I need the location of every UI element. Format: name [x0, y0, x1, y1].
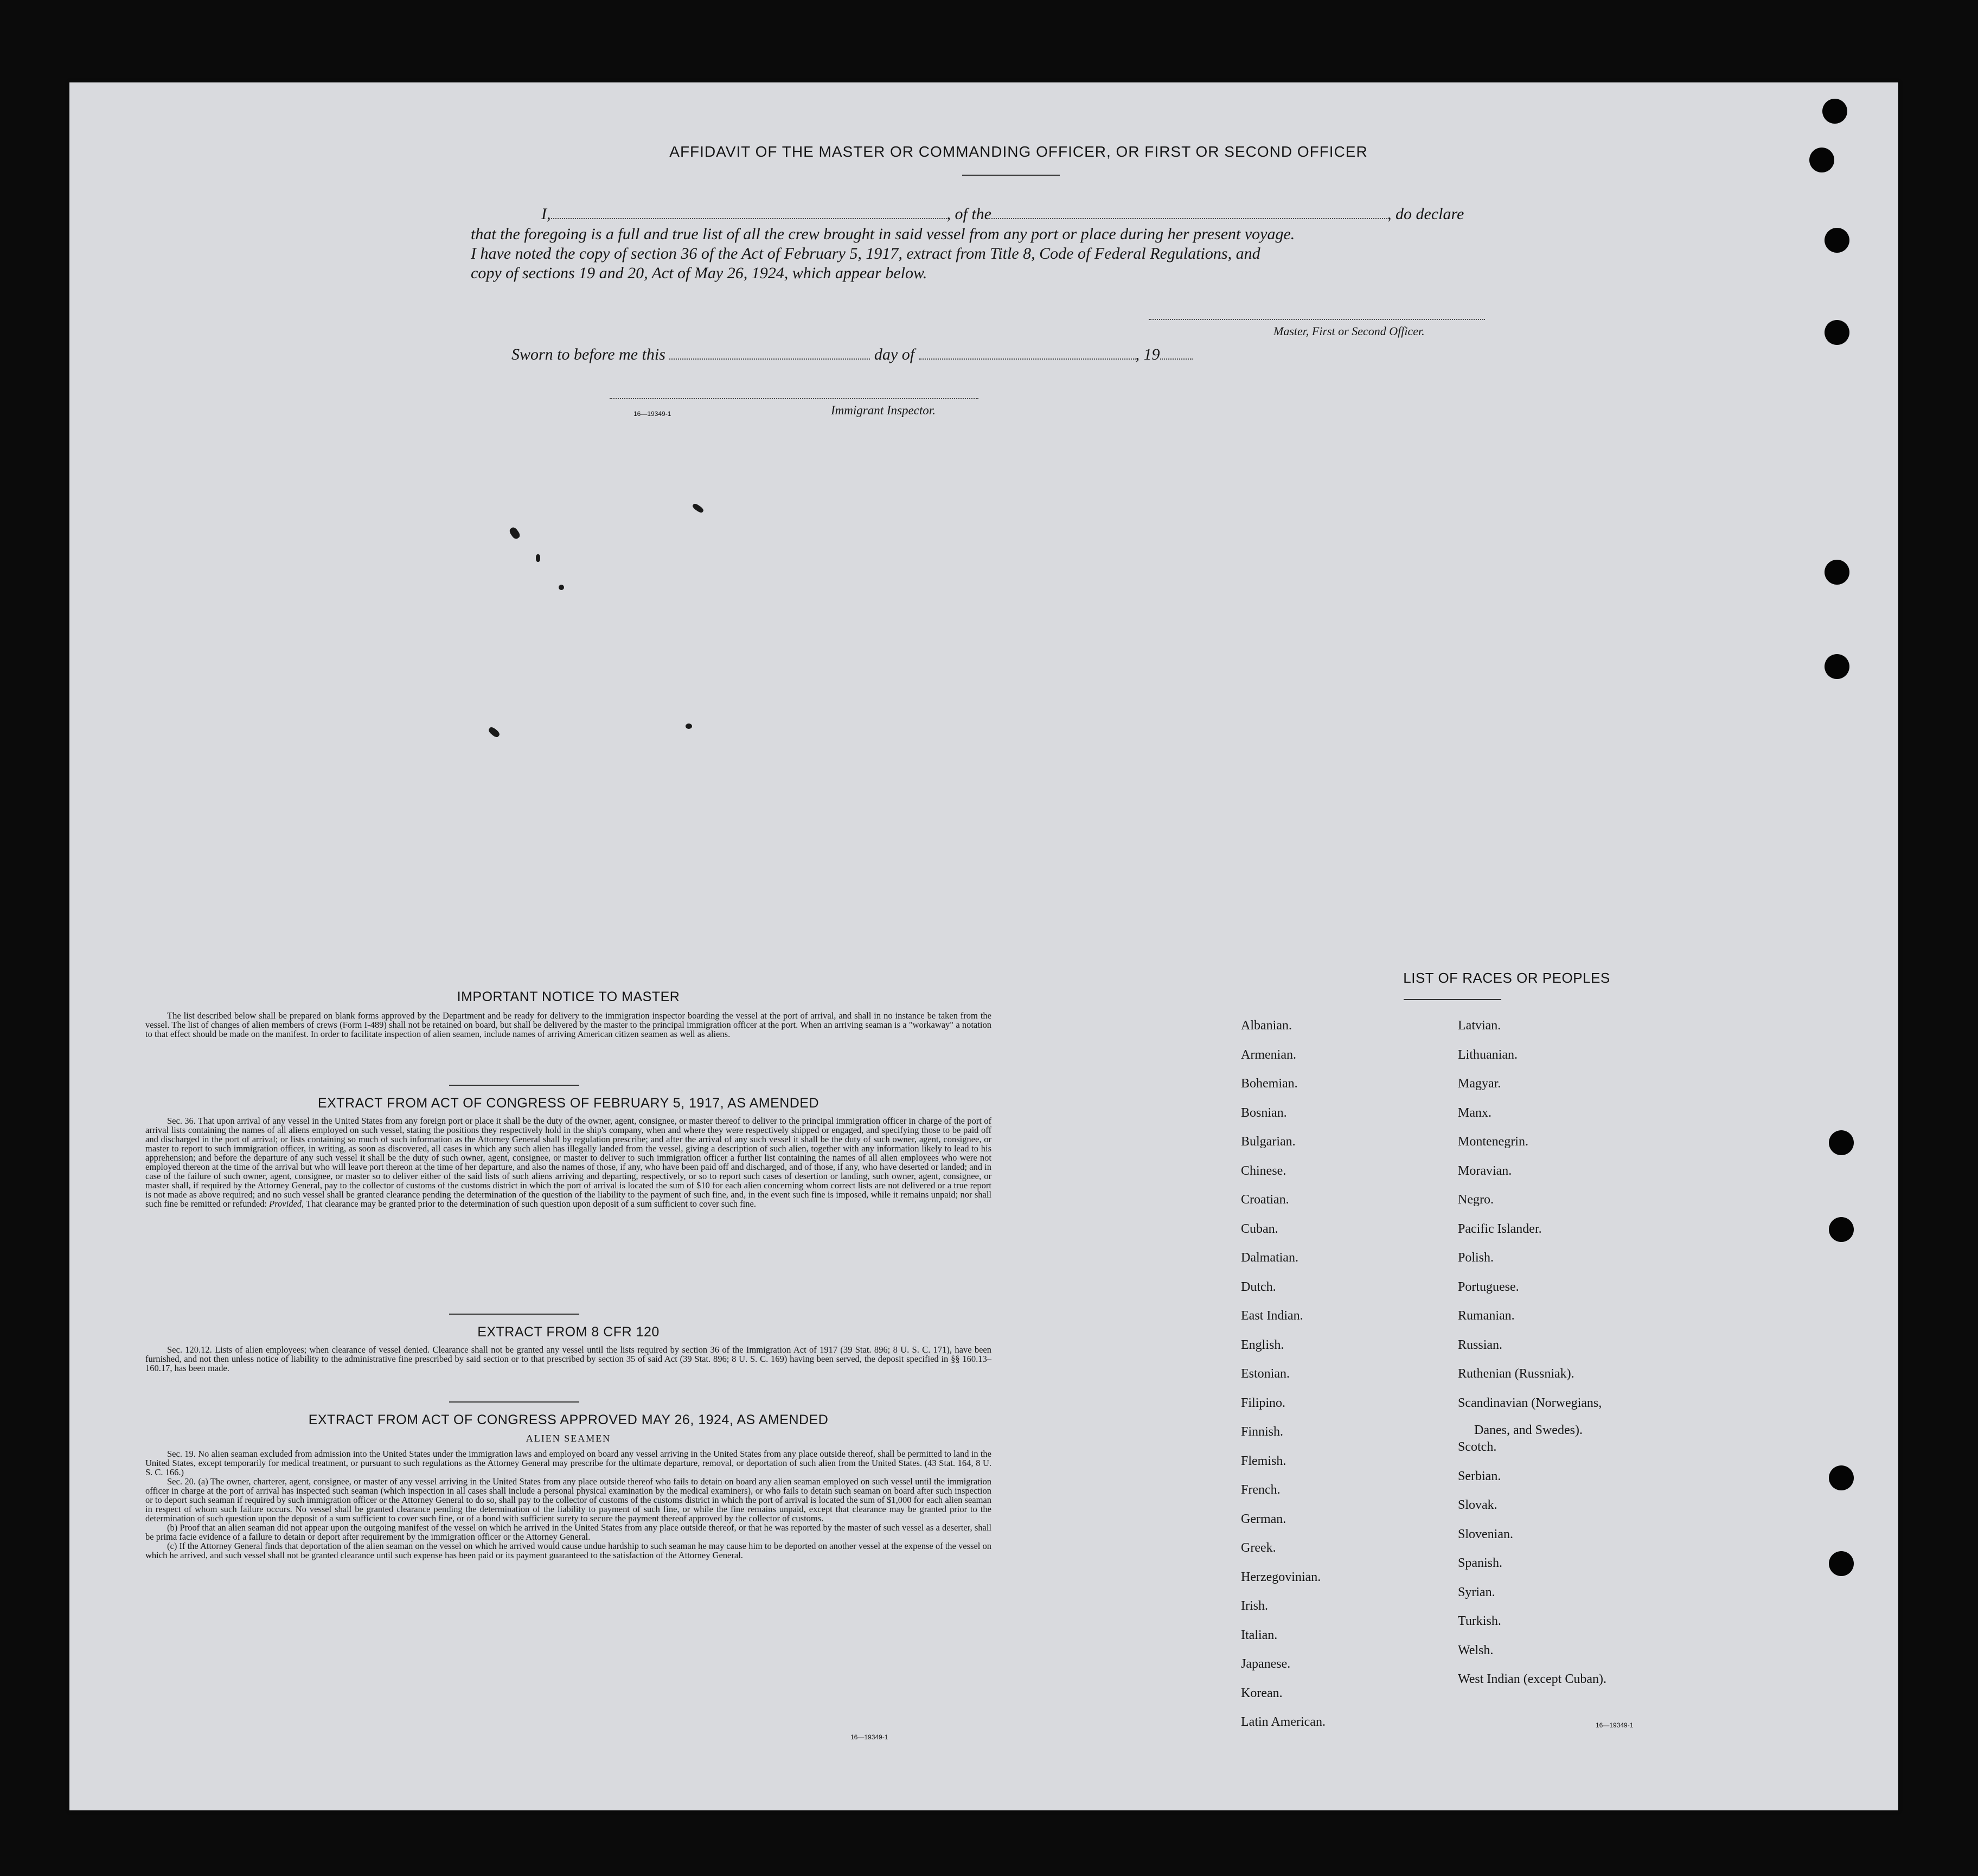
sec-20-paragraph — [145, 1477, 991, 1523]
punch-hole — [1829, 1465, 1854, 1490]
race-item: Spanish. — [1458, 1556, 1503, 1570]
sworn-year-blank[interactable] — [1160, 358, 1193, 360]
master-signature-line[interactable] — [1149, 319, 1485, 320]
scan-speck — [692, 503, 705, 514]
sec-20b-paragraph: (b) Proof that an alien seaman did not appear upon the outgoing manifest of the vessel on which he arrived in the United States from any place outside thereof, or that he was reported by the master of such vessel as a deserter, shall be prima facie evidence of a failure to detain or deport after requirement by the immigration officer or the Attorney General. — [145, 1522, 991, 1542]
race-item: Lithuanian. — [1458, 1048, 1518, 1062]
year-prefix: , 19 — [1135, 345, 1160, 363]
notice-text: The list described below shall be prepared on blank forms approved by the Department and be ready for delivery to the immigration inspector boarding the vessel at the port of arrival, and shall in no instance be taken from the vessel. The list of changes of alien members of crews (Form I-489) shall not be retained on board, but shall be delivered by the master to the principal immigration officer at the port. When an arriving seaman is a "workaway" a notation to that effect should be made on the manifest. In order to facilitate inspection of alien seamen, include names of arriving American citizen seamen as well as aliens. — [145, 1010, 991, 1039]
race-item: Armenian. — [1241, 1048, 1296, 1062]
punch-hole — [1829, 1551, 1854, 1576]
race-item: Welsh. — [1458, 1643, 1494, 1657]
race-item: West Indian (except Cuban). — [1458, 1672, 1606, 1686]
race-item: Irish. — [1241, 1599, 1268, 1613]
race-item: Chinese. — [1241, 1164, 1286, 1178]
scan-speck — [488, 726, 501, 738]
punch-hole — [1822, 99, 1847, 124]
sec-20-body: (a) The owner, charterer, agent, consignee, or master of any vessel arriving in the United States from any place outside thereof who fails to detain on board any alien seaman employed on such vessel until the immigration officer in charge at the port of arrival has inspected such seaman (which inspection in all cases shall include a personal physical examination by the medical examiners), or who fails to detain such seaman on board after such inspection or to deport such seaman if required by such immigration officer or the Attorney General to do so, shall pay to the collector of customs of the customs district in which the port of arrival is located the sum of $1,000 for each alien seaman in respect of whom such failure occurs. No vessel shall be granted clearance pending the determination of the liability to payment of such fine, or while the fine remains unpaid, except that clearance may be granted prior to the determination of such question upon the deposit of a sum sufficient to cover such fine, or of a bond with sufficient surety to secure the payment thereof approved by the collector of customs. — [145, 1476, 992, 1523]
race-item: Bulgarian. — [1241, 1135, 1296, 1149]
extract-1924-text — [145, 1449, 991, 1560]
race-item: Bosnian. — [1241, 1106, 1287, 1120]
notice-title: IMPORTANT NOTICE TO MASTER — [457, 989, 680, 1004]
inspector-signature-line[interactable] — [610, 398, 978, 399]
sworn-month-blank[interactable] — [919, 358, 1136, 360]
race-item: Filipino. — [1241, 1396, 1286, 1410]
punch-hole — [1825, 320, 1849, 345]
races-title: LIST OF RACES OR PEOPLES — [1403, 970, 1610, 986]
races-form-number: 16—19349-1 — [1596, 1721, 1634, 1729]
proviso-label: Provided, — [269, 1199, 304, 1209]
race-item: English. — [1241, 1338, 1284, 1352]
race-item: Greek. — [1241, 1541, 1276, 1555]
title-rule — [962, 175, 1060, 176]
sec-36-body: That upon arrival of any vessel in the United States from any foreign port or place it shall be the duty of the owner, agent, consignee, or master thereof to deliver to the principal immigration officer in charge of the port of arrival lists containing the names of all aliens employed on such vessel, stating the positions they respectively hold in the ship's company, when and where they were respectively shipped or engaged, and specifying those to be paid off and discharged in the port of arrival; or lists containing so much of such information as the Attorney General shall by regulation prescribe; and after the arrival of any such vessel it shall be the duty of such owner, agent, consignee, or master to report to such immigration officer, in writing, as soon as discovered, all cases in which any such alien has illegally landed from the vessel, giving a description of such alien, together with any information likely to lead to his apprehension; and before the departure of any such vessel it shall be the duty of such owner, agent, consignee, or master to deliver to such immigration officer a further list containing the names of all alien employees who were not employed thereon at the time of the arrival but who will leave port thereon at the time of her departure, and also the names of those, if any, who have been paid off and discharged, and of those, if any, who have deserted or landed; and in case of the failure of such owner, agent, consignee, or master so to deliver either of the said lists of such aliens arriving and departing, respectively, or so to report such cases of desertion or landing, such owner, agent, consignee, or master shall, if required by the Attorney General, pay to the collector of customs of the customs district in which the port of arrival is located the sum of $10 for each alien concerning whom correct lists are not delivered or a true report is not made as above required; and no such vessel shall be granted clearance pending the determination of the question of the liability to the payment of such fine, and, in the event such fine is imposed, while it remains unpaid; nor shall such fine be remitted or refunded: — [145, 1116, 991, 1209]
sec-19-body: No alien seaman excluded from admission into the United States under the immigration laws and employed on board any vessel arriving in the United States from any place outside thereof, shall be permitted to land in the United States, except temporarily for medical treatment, or pursuant to such regulations as the Attorney General may prescribe for the ultimate departure, removal, or deportation of such alien from the United States. (43 Stat. 164, 8 U. S. C. 166.) — [145, 1449, 991, 1477]
sec-19-paragraph — [145, 1449, 991, 1477]
punch-hole — [1809, 148, 1834, 172]
vessel-blank[interactable] — [991, 218, 1387, 219]
race-item: Scandinavian (Norwegians, — [1458, 1396, 1602, 1410]
affidavit-line-3: I have noted the copy of section 36 of the Act of February 5, 1917, extract from Title 8, Code of Federal Regulations, and — [471, 245, 1260, 262]
affidavit-line-4: copy of sections 19 and 20, Act of May 26, 1924, which appear below. — [471, 264, 927, 282]
race-item: Albanian. — [1241, 1019, 1292, 1033]
race-item: French. — [1241, 1483, 1281, 1497]
race-item: Serbian. — [1458, 1469, 1501, 1483]
race-item: Bohemian. — [1241, 1077, 1298, 1091]
race-item: Latvian. — [1458, 1019, 1501, 1033]
extract-cfr-text — [145, 1345, 991, 1373]
race-item: Russian. — [1458, 1338, 1503, 1352]
race-item: East Indian. — [1241, 1309, 1303, 1323]
race-item: Slovak. — [1458, 1498, 1497, 1512]
race-item: Moravian. — [1458, 1164, 1512, 1178]
punch-hole — [1829, 1130, 1854, 1155]
race-item: Slovenian. — [1458, 1527, 1513, 1541]
proviso-text: That clearance may be granted prior to the determination of such question upon deposit of a sum sufficient to cover such fine. — [306, 1199, 756, 1209]
race-item: Polish. — [1458, 1251, 1494, 1265]
races-title-rule — [1404, 999, 1501, 1000]
sec-19-label: Sec. 19. — [167, 1449, 196, 1459]
race-item: Magyar. — [1458, 1077, 1501, 1091]
affidavit-line-1 — [471, 204, 1555, 224]
day-of-label: day of — [874, 345, 915, 363]
section-rule — [449, 1314, 579, 1315]
sec-20c-paragraph: (c) If the Attorney General finds that deportation of the alien seaman on the vessel on which he arrived would cause undue hardship to such seaman he may cause him to be deported on another vessel at the expense of the vessel on which he arrived, and such vessel shall not be granted clearance until such expense has been paid or its payment guaranteed to the satisfaction of the Attorney General. — [145, 1541, 991, 1560]
punch-hole — [1829, 1217, 1854, 1242]
scan-speck — [686, 723, 692, 729]
race-item: Pacific Islander. — [1458, 1222, 1542, 1236]
do-declare-label: , do declare — [1387, 205, 1464, 223]
sworn-day-blank[interactable] — [669, 358, 870, 360]
sec-120-body: Lists of alien employees; when clearance of vessel denied. Clearance shall not be granted any vessel until the lists required by section 36 of the Immigration Act of 1917 (39 Stat. 896; 8 U. S. C. 171), have been furnished, and not then unless notice of liability to the administrative fine prescribed by said section or to that prescribed by section 35 of said Act (39 Stat. 896; 8 U. S. C. 169) having been served, the deposit specified in §§ 160.13–160.17, has been made. — [145, 1344, 992, 1373]
extract-form-number: 16—19349-1 — [850, 1733, 888, 1741]
race-item: Rumanian. — [1458, 1309, 1515, 1323]
extract-1917-text — [145, 1116, 991, 1208]
race-item: Turkish. — [1458, 1614, 1501, 1628]
race-item: Negro. — [1458, 1193, 1494, 1207]
punch-hole — [1825, 654, 1849, 679]
extract-1917-title: EXTRACT FROM ACT OF CONGRESS OF FEBRUARY 5, 1917, AS AMENDED — [317, 1096, 820, 1111]
scan-speck — [559, 585, 564, 590]
punch-hole — [1825, 228, 1849, 253]
of-the-label: , of the — [946, 205, 991, 223]
race-item: Dalmatian. — [1241, 1251, 1298, 1265]
inspector-caption: Immigrant Inspector. — [831, 404, 936, 417]
scan-speck — [508, 526, 521, 540]
race-item: Scotch. — [1458, 1440, 1497, 1454]
race-item: Ruthenian (Russniak). — [1458, 1367, 1574, 1381]
sworn-line — [511, 345, 1193, 364]
race-item: Finnish. — [1241, 1425, 1284, 1439]
race-item: German. — [1241, 1512, 1286, 1526]
race-item: Dutch. — [1241, 1280, 1276, 1294]
name-blank[interactable] — [551, 218, 947, 219]
sworn-label: Sworn to before me this — [511, 345, 665, 363]
race-item: Syrian. — [1458, 1585, 1495, 1599]
race-item: Manx. — [1458, 1106, 1491, 1120]
race-item-continued: Danes, and Swedes). — [1474, 1423, 1583, 1437]
sec-120-label: Sec. 120.12. — [167, 1344, 212, 1355]
affidavit-form-number: 16—19349-1 — [633, 410, 671, 418]
section-rule — [449, 1085, 579, 1086]
section-rule — [449, 1401, 579, 1403]
race-item: Latin American. — [1241, 1715, 1326, 1729]
race-item: Cuban. — [1241, 1222, 1278, 1236]
race-item: Flemish. — [1241, 1454, 1286, 1468]
master-caption: Master, First or Second Officer. — [1273, 324, 1425, 338]
race-item: Korean. — [1241, 1686, 1283, 1700]
punch-hole — [1825, 560, 1849, 585]
affidavit-title: AFFIDAVIT OF THE MASTER OR COMMANDING OFFICER, OR FIRST OR SECOND OFFICER — [669, 143, 1368, 160]
sec-36-label: Sec. 36. — [167, 1116, 196, 1126]
sec-20-label: Sec. 20. — [167, 1476, 196, 1487]
race-item: Croatian. — [1241, 1193, 1289, 1207]
scan-speck — [536, 554, 540, 562]
i-label: I, — [541, 205, 551, 223]
document-page — [69, 82, 1898, 1810]
extract-1924-title: EXTRACT FROM ACT OF CONGRESS APPROVED MAY 26, 1924, AS AMENDED — [308, 1412, 829, 1427]
alien-seamen-subtitle: ALIEN SEAMEN — [526, 1433, 611, 1444]
race-item: Portuguese. — [1458, 1280, 1519, 1294]
race-item: Estonian. — [1241, 1367, 1290, 1381]
extract-cfr-title: EXTRACT FROM 8 CFR 120 — [477, 1324, 660, 1340]
race-item: Montenegrin. — [1458, 1135, 1528, 1149]
race-item: Italian. — [1241, 1628, 1278, 1642]
race-item: Herzegovinian. — [1241, 1570, 1321, 1584]
race-item: Japanese. — [1241, 1657, 1291, 1671]
affidavit-line-2: that the foregoing is a full and true list of all the crew brought in said vessel from any port or place during her present voyage. — [471, 225, 1295, 243]
